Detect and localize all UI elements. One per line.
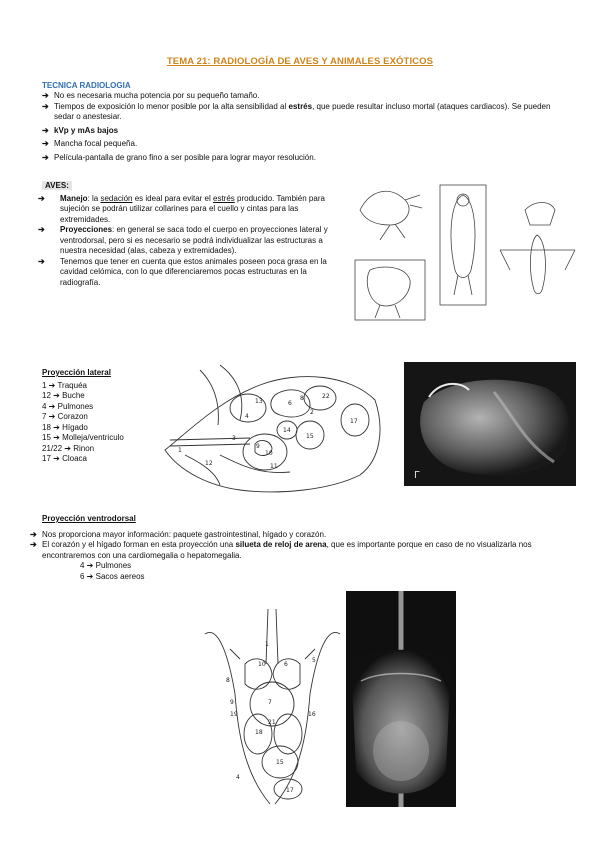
diagram-label: 17: [350, 418, 358, 425]
page-title: TEMA 21: RADIOLOGÍA DE AVES Y ANIMALES EXÓTICOS: [166, 56, 434, 67]
list-item: ➔ Tenemos que tener en cuenta que estos animales poseen poca grasa en la cavidad celómica, con lo que diferenciaremos pocas estructuras en la radiografía.: [38, 256, 327, 287]
vd-xray-image: [346, 591, 456, 807]
diagram-label: 6: [284, 661, 288, 668]
diagram-label: 19: [230, 711, 238, 718]
diagram-label: 6: [288, 400, 292, 407]
vd-anatomy-diagram: [200, 604, 345, 809]
list-item: ➔ Mancha focal pequeña.: [42, 139, 138, 148]
list-item: ➔ Proyecciones: en general se saca todo el cuerpo en proyecciones lateral y ventrodorsal, pero si es necesario se podrá individualizar las estructuras a nuestra necesidad (alas, cabeza y extremidades).: [38, 225, 328, 255]
vd-section: [30, 514, 562, 582]
list-item: ➔ Película-pantalla de grano fino a ser posible para lograr mayor resolución.: [42, 152, 316, 162]
diagram-label: 5: [312, 657, 316, 664]
list-item: ➔ El corazón y el hígado forman en esta proyección una silueta de reloj de arena, que es importante porque en caso de no visualizarla nos encontraremos con una cardiomegalia o hepatomegalia.: [30, 540, 532, 560]
diagram-label: 9: [230, 699, 234, 706]
diagram-label: 14: [283, 427, 291, 434]
diagram-label: 10: [258, 661, 266, 668]
list-item: 4 ➔ Pulmones: [42, 401, 94, 411]
list-item: 21/22 ➔ Rinon: [42, 443, 95, 453]
diagram-label: 15: [276, 759, 284, 766]
diagram-label: 2: [310, 409, 314, 416]
xray-marker: Γ: [414, 470, 420, 481]
list-item: ➔ kVp y mAs bajos: [42, 125, 119, 135]
lateral-anatomy-diagram: [160, 360, 385, 500]
lateral-heading: Proyección lateral: [42, 368, 111, 377]
diagram-label: 8: [226, 677, 230, 684]
list-item: 4 ➔ Pulmones: [80, 561, 132, 570]
tecnica-list: [42, 91, 562, 163]
diagram-label: 8: [300, 395, 304, 402]
diagram-label: 1: [265, 641, 269, 648]
diagram-label: 10: [265, 450, 273, 457]
list-item: 17 ➔ Cloaca: [42, 454, 87, 463]
bird-restraint-illustration: [350, 180, 580, 330]
list-item: 15 ➔ Molleja/ventriculo: [42, 433, 124, 442]
diagram-label: 12: [205, 460, 213, 467]
diagram-label: 22: [322, 393, 330, 400]
aves-label: AVES:: [42, 181, 72, 190]
diagram-label: 4: [236, 774, 240, 781]
diagram-label: 4: [245, 413, 249, 420]
diagram-label: 18: [255, 729, 263, 736]
tecnica-section: [42, 81, 562, 163]
list-item: 12 ➔ Buche: [42, 391, 85, 400]
tecnica-heading: TECNICA RADIOLOGIA: [42, 81, 131, 90]
diagram-label: 16: [308, 711, 316, 718]
lateral-xray-image: [404, 362, 576, 486]
diagram-label: 15: [306, 433, 314, 440]
aves-section: [38, 181, 342, 288]
diagram-label: 9: [256, 443, 260, 450]
list-item: 1 ➔ Traquéa: [42, 380, 87, 390]
list-item: 6 ➔ Sacos aereos: [80, 571, 145, 581]
diagram-label: 17: [286, 787, 294, 794]
diagram-label: 1: [178, 447, 182, 454]
diagram-label: 11: [270, 463, 278, 470]
list-item: ➔ No es necesaria mucha potencia por su pequeño tamaño.: [42, 91, 260, 100]
list-item: ➔ Tiempos de exposición lo menor posible por la alta sensibilidad al estrés, que puede resultar incluso mortal (ataques cardiacos). Se pueden sedar o anestesiar.: [42, 101, 551, 121]
diagram-label: 13: [255, 398, 263, 405]
diagram-label: 3: [232, 435, 236, 442]
list-item: 7 ➔ Corazon: [42, 412, 88, 421]
list-item: 18 ➔ Hígado: [42, 422, 88, 432]
list-item: ➔ Manejo: la sedación es ideal para evitar el estrés producido. También para sujeción se podrán utilizar collarines para el cuello y cintas para las extremidades.: [38, 193, 325, 224]
diagram-label: 21: [268, 719, 276, 726]
lateral-list: [42, 381, 172, 465]
lateral-section: [42, 368, 172, 465]
diagram-label: 7: [268, 699, 272, 706]
list-item: ➔ Nos proporciona mayor información: paquete gastrointestinal, hígado y corazón.: [30, 529, 327, 539]
vd-heading: Proyección ventrodorsal: [42, 514, 136, 523]
